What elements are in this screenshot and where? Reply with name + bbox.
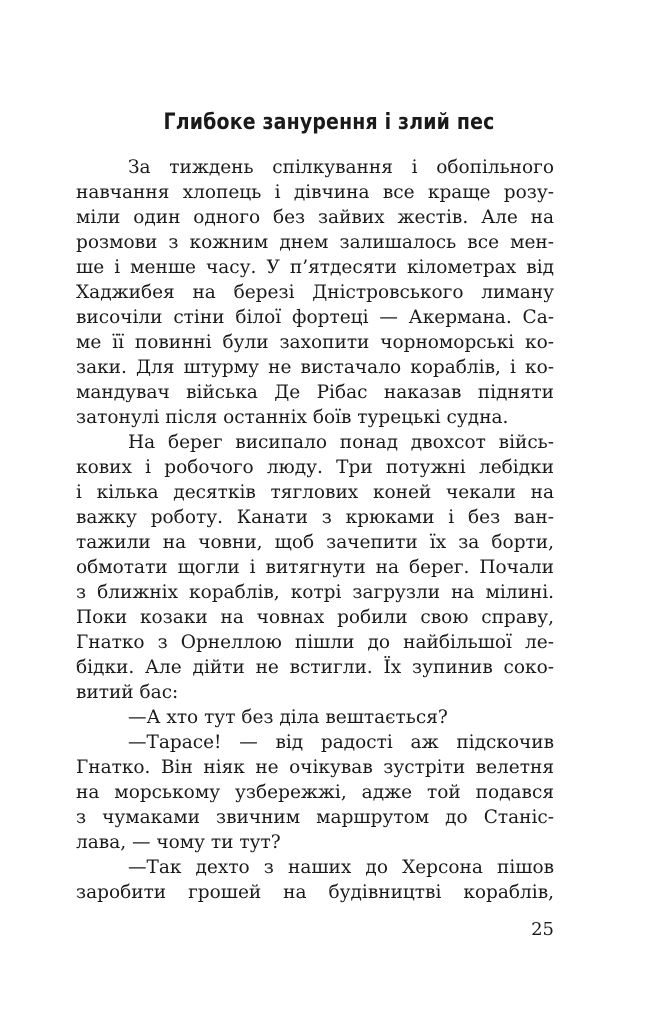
text-line: бідки. Але дійти не встигли. Їх зупинив соко- [76, 657, 554, 678]
text-line: Гнатко з Орнеллою пішли до найбільшої ле- [76, 632, 554, 653]
text-line: кових і робочого люду. Три потужні лебідки [76, 457, 554, 478]
text-line: —А хто тут без діла вештається? [128, 707, 448, 728]
text-line: з чумаками звичним маршрутом до Станіс- [76, 807, 554, 828]
text-line: На берег висипало понад двохсот війсь- [128, 432, 554, 453]
text-line: заки. Для штурму не вистачало кораблів, і ко- [76, 357, 554, 378]
text-line: За тиждень спілкування і обопільного [128, 157, 554, 178]
text-line: ше і менше часу. У п’ятдесяти кілометрах від [76, 257, 554, 278]
text-line: Хаджибея на березі Дністровського лиману [76, 282, 554, 303]
text-line: з ближніх кораблів, котрі загрузли на мілині. [76, 582, 554, 603]
text-line: розмови з кожним днем залишалось все мен- [76, 232, 554, 253]
text-line: на морському узбережжі, адже той подався [76, 782, 554, 803]
text-line: важку роботу. Канати з крюками і без ван- [76, 507, 554, 528]
text-line: —Тарасе! — від радості аж підскочив [128, 732, 554, 753]
text-line: міли один одного без зайвих жестів. Але на [76, 207, 554, 228]
text-line: обмотати щогли і витягнути на берег. Почали [76, 557, 554, 578]
text-line: ме її повинні були захопити чорноморські ко- [76, 332, 554, 353]
page-number: 25 [531, 919, 554, 940]
text-line: тажили на човни, щоб зачепити їх за борти, [76, 532, 554, 553]
text-line: витий бас: [76, 682, 179, 703]
text-line: заробити грошей на будівництві кораблів, [76, 882, 554, 903]
text-line: і кілька десятків тяглових коней чекали на [76, 482, 554, 503]
body-text [76, 155, 554, 905]
text-line: навчання хлопець і дівчина все краще розу- [76, 182, 554, 203]
text-line: затонулі після останніх боїв турецькі судна. [76, 407, 509, 428]
text-line: лава, — чому ти тут? [76, 832, 281, 853]
text-line: —Так дехто з наших до Херсона пішов [128, 857, 554, 878]
chapter-title: Глибоке занурення і злий пес [163, 110, 495, 135]
text-line: Поки козаки на човнах робили свою справу, [76, 607, 554, 628]
text-line: Гнатко. Він ніяк не очікував зустріти велетня [76, 757, 554, 778]
text-line: мандувач війська Де Рібас наказав підняти [76, 382, 554, 403]
text-line: височіли стіни білої фортеці — Акермана. Са- [76, 307, 554, 328]
